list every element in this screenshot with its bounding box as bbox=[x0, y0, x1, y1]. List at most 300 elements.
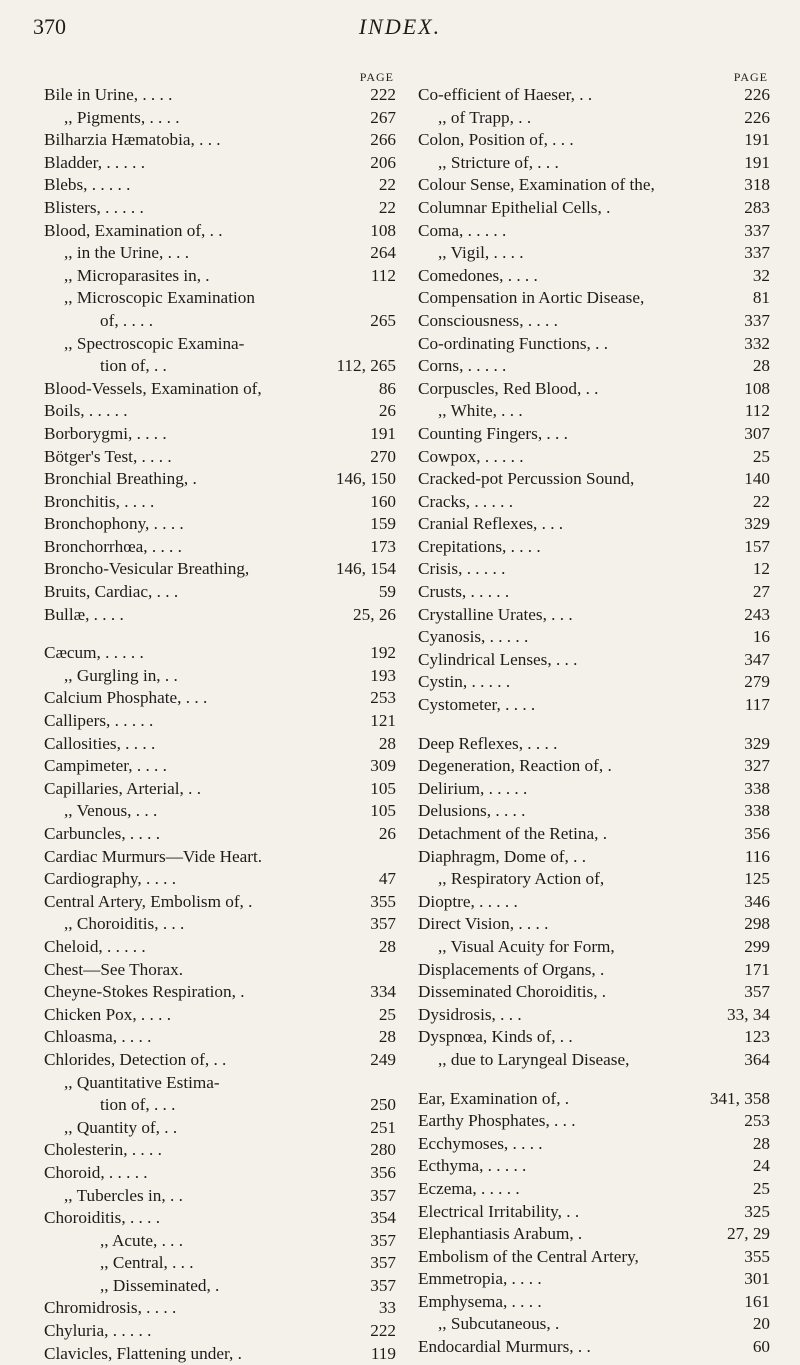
index-entry bbox=[418, 355, 770, 378]
index-term: Emphysema, . . . . bbox=[418, 1291, 542, 1311]
index-entry bbox=[44, 129, 396, 152]
index-term: Cardiography, . . . . bbox=[44, 869, 177, 889]
index-entry bbox=[44, 710, 396, 733]
index-page-ref: 332 bbox=[744, 333, 770, 353]
index-page-ref: 112, 265 bbox=[336, 356, 396, 376]
index-term: Clavicles, Flattening under, . bbox=[44, 1343, 242, 1363]
index-page-ref: 192 bbox=[370, 643, 396, 663]
index-page-ref: 33, 34 bbox=[727, 1004, 770, 1024]
index-page-ref: 161 bbox=[744, 1291, 770, 1311]
index-term: Elephantiasis Arabum, . bbox=[418, 1224, 583, 1244]
index-page-ref: 355 bbox=[744, 1246, 770, 1266]
index-entry bbox=[44, 1320, 396, 1343]
index-term: Bullæ, . . . . bbox=[44, 604, 124, 624]
index-term: Bilharzia Hæmatobia, . . . bbox=[44, 130, 221, 150]
index-entry bbox=[418, 84, 770, 107]
index-page-ref: 140 bbox=[744, 469, 770, 489]
index-page-ref: 298 bbox=[744, 914, 770, 934]
index-entry bbox=[44, 84, 396, 107]
index-term: ,, Microparasites in, . bbox=[64, 265, 210, 285]
index-term: Bronchorrhœa, . . . . bbox=[44, 536, 182, 556]
index-term: Cracked-pot Percussion Sound, bbox=[418, 469, 635, 489]
index-page-ref: 125 bbox=[744, 869, 770, 889]
index-entry bbox=[418, 1049, 770, 1072]
index-term: ,, Spectroscopic Examina- bbox=[64, 333, 245, 353]
index-page-ref: 279 bbox=[744, 672, 770, 692]
index-term: Cranial Reflexes, . . . bbox=[418, 514, 564, 534]
index-page-ref: 27, 29 bbox=[727, 1224, 770, 1244]
index-entry bbox=[44, 1004, 396, 1027]
index-term: Dysidrosis, . . . bbox=[418, 1004, 522, 1024]
index-entry bbox=[418, 800, 770, 823]
index-page-ref: 357 bbox=[744, 982, 770, 1002]
index-term: ,, Central, . . . bbox=[100, 1253, 194, 1273]
index-term: Embolism of the Central Artery, bbox=[418, 1246, 639, 1266]
index-page-ref: 243 bbox=[744, 604, 770, 624]
index-term: Deep Reflexes, . . . . bbox=[418, 733, 558, 753]
index-page-ref: 112 bbox=[370, 265, 396, 285]
index-entry bbox=[44, 174, 396, 197]
index-entry bbox=[44, 1185, 396, 1208]
index-page-ref: 329 bbox=[744, 514, 770, 534]
index-entry bbox=[418, 287, 770, 310]
index-entry bbox=[44, 981, 396, 1004]
index-entry bbox=[418, 581, 770, 604]
index-term: Choroid, . . . . . bbox=[44, 1162, 148, 1182]
group-spacer bbox=[418, 717, 770, 733]
index-term: ,, Vigil, . . . . bbox=[438, 243, 524, 263]
index-page-ref: 338 bbox=[744, 801, 770, 821]
index-page-ref: 22 bbox=[752, 491, 770, 511]
index-page-ref: 171 bbox=[744, 959, 770, 979]
index-term: Coma, . . . . . bbox=[418, 220, 507, 240]
index-page-ref: 159 bbox=[370, 514, 396, 534]
index-page-ref: 47 bbox=[378, 869, 396, 889]
index-term: Capillaries, Arterial, . . bbox=[44, 778, 202, 798]
index-page-ref: 253 bbox=[744, 1111, 770, 1131]
index-entry bbox=[418, 468, 770, 491]
index-page-ref: 337 bbox=[744, 310, 770, 330]
index-page-ref: 357 bbox=[370, 1230, 396, 1250]
index-entry bbox=[418, 491, 770, 514]
index-page-ref: 206 bbox=[370, 152, 396, 172]
index-entry bbox=[418, 733, 770, 756]
index-entry bbox=[44, 665, 396, 688]
index-term: Ecthyma, . . . . . bbox=[418, 1156, 527, 1176]
index-entry bbox=[44, 558, 396, 581]
index-page-ref: 121 bbox=[370, 711, 396, 731]
index-entry bbox=[44, 823, 396, 846]
index-entry bbox=[44, 1230, 396, 1253]
index-term: ,, Disseminated, . bbox=[100, 1275, 220, 1295]
index-term: ,, Choroiditis, . . . bbox=[64, 914, 185, 934]
index-term: Bruits, Cardiac, . . . bbox=[44, 582, 179, 602]
index-entry bbox=[418, 778, 770, 801]
running-title: INDEX. bbox=[358, 14, 442, 39]
index-term: Bötger's Test, . . . . bbox=[44, 446, 172, 466]
index-term: Dioptre, . . . . . bbox=[418, 891, 518, 911]
index-entry bbox=[418, 959, 770, 982]
group-spacer bbox=[418, 1072, 770, 1088]
index-page-ref: 108 bbox=[370, 220, 396, 240]
index-page-ref: 146, 150 bbox=[335, 469, 396, 489]
index-page-ref: 25 bbox=[752, 1178, 770, 1198]
index-term: Dyspnœa, Kinds of, . . bbox=[418, 1027, 573, 1047]
index-term: ,, due to Laryngeal Disease, bbox=[438, 1049, 630, 1069]
index-term: ,, Visual Acuity for Form, bbox=[438, 936, 615, 956]
index-term: Chicken Pox, . . . . bbox=[44, 1004, 171, 1024]
index-entry bbox=[418, 649, 770, 672]
index-term: Corpuscles, Red Blood, . . bbox=[418, 378, 599, 398]
index-term: ,, Quantitative Estima- bbox=[64, 1072, 220, 1092]
index-page-ref: 22 bbox=[378, 197, 396, 217]
index-page-ref: 337 bbox=[744, 243, 770, 263]
index-entry bbox=[44, 1162, 396, 1185]
index-entry bbox=[44, 152, 396, 175]
index-page-ref: 357 bbox=[370, 1275, 396, 1295]
index-term: Disseminated Choroiditis, . bbox=[418, 982, 607, 1002]
index-entry bbox=[418, 626, 770, 649]
index-term: Displacements of Organs, . bbox=[418, 959, 605, 979]
index-entry bbox=[418, 755, 770, 778]
index-page-ref: 307 bbox=[744, 423, 770, 443]
index-page-ref: 357 bbox=[370, 1253, 396, 1273]
index-page-ref: 191 bbox=[370, 423, 396, 443]
index-term: ,, Acute, . . . bbox=[100, 1230, 184, 1250]
index-term: Blood, Examination of, . . bbox=[44, 220, 223, 240]
index-entry bbox=[418, 446, 770, 469]
index-entry bbox=[418, 694, 770, 717]
index-entry bbox=[44, 1094, 396, 1117]
index-entry bbox=[44, 959, 396, 982]
index-page-ref: 116 bbox=[744, 846, 770, 866]
index-page-ref: 157 bbox=[744, 536, 770, 556]
index-term: Boils, . . . . . bbox=[44, 401, 128, 421]
page-header bbox=[0, 8, 800, 48]
index-page-ref: 160 bbox=[370, 491, 396, 511]
index-entry bbox=[44, 581, 396, 604]
index-page-ref: 226 bbox=[744, 107, 770, 127]
index-entry bbox=[44, 378, 396, 401]
index-page-ref: 341, 358 bbox=[709, 1088, 770, 1108]
index-term: Chlorides, Detection of, . . bbox=[44, 1049, 227, 1069]
index-term: Crystalline Urates, . . . bbox=[418, 604, 573, 624]
index-term: Comedones, . . . . bbox=[418, 265, 538, 285]
index-page-ref: 357 bbox=[370, 914, 396, 934]
index-term: Cyanosis, . . . . . bbox=[418, 627, 529, 647]
index-term: ,, of Trapp, . . bbox=[438, 107, 532, 127]
index-page-ref: 86 bbox=[378, 378, 396, 398]
index-term: ,, Respiratory Action of, bbox=[438, 869, 605, 889]
index-page-ref: 325 bbox=[744, 1201, 770, 1221]
index-entry bbox=[418, 913, 770, 936]
index-page-ref: 25, 26 bbox=[353, 604, 396, 624]
index-entry bbox=[418, 1110, 770, 1133]
index-page-ref: 146, 154 bbox=[335, 559, 396, 579]
index-term: Degeneration, Reaction of, . bbox=[418, 756, 612, 776]
index-entry bbox=[44, 1297, 396, 1320]
index-page-ref: 16 bbox=[752, 627, 770, 647]
index-page-ref: 191 bbox=[744, 152, 770, 172]
index-page-ref: 357 bbox=[370, 1185, 396, 1205]
index-entry bbox=[418, 174, 770, 197]
index-page-ref: 28 bbox=[378, 733, 396, 753]
index-entry bbox=[418, 107, 770, 130]
index-page-ref: 123 bbox=[744, 1027, 770, 1047]
index-entry bbox=[44, 400, 396, 423]
index-term: Eczema, . . . . . bbox=[418, 1178, 520, 1198]
index-entry bbox=[418, 400, 770, 423]
index-page-ref: 226 bbox=[744, 85, 770, 104]
index-term: Borborygmi, . . . . bbox=[44, 423, 167, 443]
index-entry bbox=[418, 936, 770, 959]
index-term: Blisters, . . . . . bbox=[44, 197, 144, 217]
index-term: Compensation in Aortic Disease, bbox=[418, 288, 645, 308]
index-term: Co-ordinating Functions, . . bbox=[418, 333, 609, 353]
index-entry bbox=[418, 333, 770, 356]
index-entry bbox=[418, 310, 770, 333]
index-term: Bronchial Breathing, . bbox=[44, 469, 197, 489]
index-term: Carbuncles, . . . . bbox=[44, 824, 160, 843]
index-term: Cystometer, . . . . bbox=[418, 695, 536, 715]
index-entry bbox=[44, 1343, 396, 1365]
index-page-ref: 28 bbox=[378, 936, 396, 956]
index-term: Columnar Epithelial Cells, . bbox=[418, 197, 611, 217]
index-entry bbox=[418, 1178, 770, 1201]
index-page-ref: 22 bbox=[378, 175, 396, 195]
index-entry bbox=[418, 513, 770, 536]
index-term: Calcium Phosphate, . . . bbox=[44, 688, 208, 708]
index-entry bbox=[418, 558, 770, 581]
index-page-ref: 337 bbox=[744, 220, 770, 240]
index-term: Chloasma, . . . . bbox=[44, 1027, 152, 1047]
index-entry bbox=[44, 1252, 396, 1275]
index-entry bbox=[418, 981, 770, 1004]
index-page-ref: 222 bbox=[370, 85, 396, 104]
index-entry bbox=[44, 868, 396, 891]
index-entry bbox=[44, 310, 396, 333]
index-entry bbox=[418, 1268, 770, 1291]
index-entry bbox=[44, 642, 396, 665]
index-term: ,, White, . . . bbox=[438, 401, 523, 421]
index-term: Consciousness, . . . . bbox=[418, 310, 558, 330]
index-entry bbox=[44, 778, 396, 801]
index-entry bbox=[418, 891, 770, 914]
index-page-ref: 25 bbox=[378, 1004, 396, 1024]
index-entry bbox=[44, 1117, 396, 1140]
index-entry bbox=[418, 152, 770, 175]
index-entry bbox=[418, 823, 770, 846]
index-entry bbox=[44, 800, 396, 823]
index-page-ref: 355 bbox=[370, 891, 396, 911]
index-term: Emmetropia, . . . . bbox=[418, 1269, 542, 1289]
index-page-ref: 327 bbox=[744, 756, 770, 776]
index-term: Colour Sense, Examination of the, bbox=[418, 175, 655, 195]
index-entry bbox=[44, 733, 396, 756]
index-term: Cowpox, . . . . . bbox=[418, 446, 524, 466]
index-entry bbox=[418, 129, 770, 152]
index-page-ref: 222 bbox=[370, 1321, 396, 1341]
page-column-label: PAGE bbox=[359, 70, 394, 84]
index-term: Detachment of the Retina, . bbox=[418, 824, 607, 843]
index-term: Diaphragm, Dome of, . . bbox=[418, 846, 587, 866]
index-term: Crusts, . . . . . bbox=[418, 582, 510, 602]
index-page-ref: 28 bbox=[378, 1027, 396, 1047]
index-entry bbox=[44, 846, 396, 869]
index-term: ,, Venous, . . . bbox=[64, 801, 158, 821]
index-page-ref: 60 bbox=[752, 1337, 770, 1357]
index-term: Broncho-Vesicular Breathing, bbox=[44, 559, 250, 579]
index-entry bbox=[418, 220, 770, 243]
index-page-ref: 251 bbox=[370, 1117, 396, 1137]
index-entry bbox=[418, 265, 770, 288]
index-term: tion of, . . . bbox=[100, 1095, 176, 1115]
index-entry bbox=[418, 1201, 770, 1224]
index-entry bbox=[418, 1223, 770, 1246]
index-term: Crisis, . . . . . bbox=[418, 559, 506, 579]
index-page-ref: 356 bbox=[744, 824, 770, 843]
index-entry bbox=[44, 687, 396, 710]
index-entry bbox=[44, 287, 396, 310]
index-entry bbox=[418, 604, 770, 627]
index-term: Earthy Phosphates, . . . bbox=[418, 1111, 576, 1131]
index-entry bbox=[44, 446, 396, 469]
index-term: ,, Quantity of, . . bbox=[64, 1117, 178, 1137]
index-term: Co-efficient of Haeser, . . bbox=[418, 85, 593, 104]
index-entry bbox=[418, 423, 770, 446]
index-term: Choroiditis, . . . . bbox=[44, 1208, 161, 1228]
index-entry bbox=[44, 491, 396, 514]
index-term: Cracks, . . . . . bbox=[418, 491, 513, 511]
index-page-ref: 28 bbox=[752, 1133, 770, 1153]
index-entry bbox=[418, 1155, 770, 1178]
index-term: Chyluria, . . . . . bbox=[44, 1321, 152, 1341]
index-page-ref: 28 bbox=[752, 356, 770, 376]
index-term: Chest—See Thorax. bbox=[44, 959, 184, 979]
left-index-column bbox=[44, 70, 396, 1365]
index-page-ref: 264 bbox=[370, 243, 396, 263]
index-page-ref: 364 bbox=[744, 1049, 770, 1069]
index-term: Blood-Vessels, Examination of, bbox=[44, 378, 262, 398]
index-page-ref: 119 bbox=[370, 1343, 396, 1363]
index-entry bbox=[418, 1088, 770, 1111]
index-entry bbox=[418, 1313, 770, 1336]
index-page-ref: 334 bbox=[370, 982, 396, 1002]
index-term: Counting Fingers, . . . bbox=[418, 423, 568, 443]
index-page-ref: 249 bbox=[370, 1049, 396, 1069]
index-entry bbox=[44, 513, 396, 536]
index-page-ref: 105 bbox=[370, 801, 396, 821]
index-page-ref: 20 bbox=[752, 1314, 770, 1334]
index-term: tion of, . . bbox=[100, 356, 167, 376]
index-entry bbox=[44, 333, 396, 356]
index-term: Bile in Urine, . . . . bbox=[44, 85, 173, 104]
index-page-ref: 12 bbox=[752, 559, 770, 579]
index-page-ref: 301 bbox=[744, 1269, 770, 1289]
index-entry bbox=[44, 1049, 396, 1072]
index-page-ref: 26 bbox=[378, 824, 396, 843]
index-page-ref: 191 bbox=[744, 130, 770, 150]
index-page-ref: 347 bbox=[744, 649, 770, 669]
index-term: Callipers, . . . . . bbox=[44, 711, 154, 731]
index-entry bbox=[44, 891, 396, 914]
index-term: Central Artery, Embolism of, . bbox=[44, 891, 253, 911]
index-term: Bronchophony, . . . . bbox=[44, 514, 184, 534]
index-page-ref: 356 bbox=[370, 1162, 396, 1182]
index-entry bbox=[44, 468, 396, 491]
index-page-ref: 112 bbox=[744, 401, 770, 421]
index-entry bbox=[44, 755, 396, 778]
index-page-ref: 27 bbox=[752, 582, 770, 602]
index-entry bbox=[44, 242, 396, 265]
index-entry bbox=[44, 536, 396, 559]
page-number: 370 bbox=[33, 14, 66, 39]
index-term: ,, Gurgling in, . . bbox=[64, 665, 178, 685]
index-page-ref: 105 bbox=[370, 778, 396, 798]
index-entry bbox=[418, 1336, 770, 1359]
index-term: Cheloid, . . . . . bbox=[44, 936, 146, 956]
index-entry bbox=[418, 1026, 770, 1049]
index-page-ref: 309 bbox=[370, 756, 396, 776]
index-entry bbox=[418, 846, 770, 869]
index-entry bbox=[418, 242, 770, 265]
index-page-ref: 81 bbox=[752, 288, 770, 308]
index-entry bbox=[44, 936, 396, 959]
index-entry bbox=[418, 1004, 770, 1027]
index-term: ,, in the Urine, . . . bbox=[64, 243, 190, 263]
index-term: Cæcum, . . . . . bbox=[44, 643, 144, 663]
index-entry bbox=[44, 265, 396, 288]
index-page-ref: 265 bbox=[370, 310, 396, 330]
index-page-ref: 250 bbox=[370, 1095, 396, 1115]
index-term: Blebs, . . . . . bbox=[44, 175, 131, 195]
index-page-ref: 25 bbox=[752, 446, 770, 466]
index-entry bbox=[418, 536, 770, 559]
index-entry bbox=[44, 1072, 396, 1095]
index-entry bbox=[418, 197, 770, 220]
index-term: Cheyne-Stokes Respiration, . bbox=[44, 982, 245, 1002]
index-term: Cystin, . . . . . bbox=[418, 672, 511, 692]
index-page-ref: 299 bbox=[744, 936, 770, 956]
index-page-ref: 32 bbox=[752, 265, 770, 285]
page-column-label: PAGE bbox=[733, 70, 768, 84]
index-term: Cylindrical Lenses, . . . bbox=[418, 649, 578, 669]
index-term: Colon, Position of, . . . bbox=[418, 130, 574, 150]
index-page-ref: 283 bbox=[744, 197, 770, 217]
index-page-ref: 267 bbox=[370, 107, 396, 127]
index-page-ref: 354 bbox=[370, 1208, 396, 1228]
index-entry bbox=[44, 197, 396, 220]
index-term: ,, Microscopic Examination bbox=[64, 288, 255, 308]
index-page-ref: 270 bbox=[370, 446, 396, 466]
index-term: Cholesterin, . . . . bbox=[44, 1140, 162, 1160]
index-page-ref: 280 bbox=[370, 1140, 396, 1160]
index-term: Crepitations, . . . . bbox=[418, 536, 541, 556]
index-term: ,, Tubercles in, . . bbox=[64, 1185, 183, 1205]
index-page-ref: 318 bbox=[744, 175, 770, 195]
index-term: Delirium, . . . . . bbox=[418, 778, 528, 798]
index-entry bbox=[44, 107, 396, 130]
index-term: Delusions, . . . . bbox=[418, 801, 526, 821]
index-entry bbox=[44, 220, 396, 243]
index-page-ref: 193 bbox=[370, 665, 396, 685]
index-term: Chromidrosis, . . . . bbox=[44, 1298, 177, 1318]
index-page-ref: 33 bbox=[378, 1298, 396, 1318]
index-page-ref: 266 bbox=[370, 130, 396, 150]
index-term: Direct Vision, . . . . bbox=[418, 914, 549, 934]
index-entry bbox=[44, 423, 396, 446]
index-term: ,, Subcutaneous, . bbox=[438, 1314, 560, 1334]
